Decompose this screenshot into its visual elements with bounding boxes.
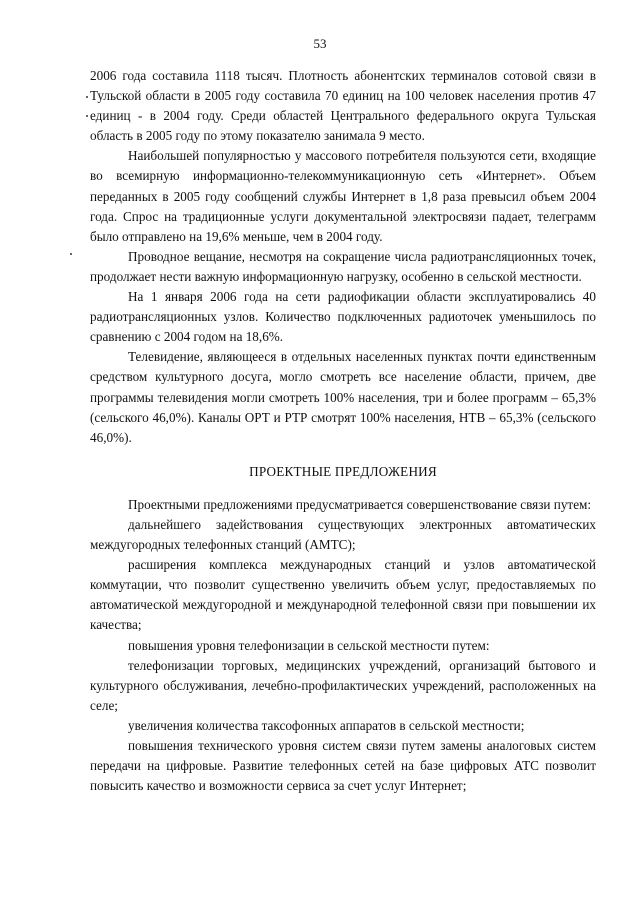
proposal-item: увеличения количества таксофонных аппаратов в сельской местности; <box>128 717 525 733</box>
paragraph-wired-broadcasting: Проводное вещание, несмотря на сокращение числа радиотрансляционных точек, продолжает нести важную информационную нагрузку, особенно в сельской местности. <box>90 248 596 284</box>
paragraph-radiofication: На 1 января 2006 года на сети радиофикации области эксплуатировались 40 радиотрансляционных узлов. Количество подключенных радиоточек уменьшилось по сравнению с 2004 годом на 18,6%. <box>90 289 596 345</box>
scan-speck <box>86 115 88 117</box>
scan-speck <box>86 96 88 98</box>
proposal-item: телефонизации торговых, медицинских учреждений, организаций бытового и культурного обслуживания, лечебно-профилактических учреждений, расположенных на селе; <box>90 657 596 713</box>
proposal-item: повышения уровня телефонизации в сельской местности путем: <box>128 637 490 653</box>
page-number: 53 <box>313 36 327 51</box>
section-heading: ПРОЕКТНЫЕ ПРЕДЛОЖЕНИЯ <box>249 463 437 479</box>
paragraph-continuation: 2006 года составила 1118 тысяч. Плотность абонентских терминалов сотовой связи в Тульской области в 2005 году составила 70 единиц на 100 человек населения против 47 единиц - в 2004 году. Среди областей Центрального федерального округа Тульская область в 2005 году по этому показателю занимала 9 место. <box>90 68 596 144</box>
paragraph-television: Телевидение, являющееся в отдельных населенных пунктах почти единственным средством культурного досуга, могло смотреть все население области, причем, две программы телевидения могли смотреть 100% населения, три и более программ – 65,3% (сельского 46,0%). Каналы ОРТ и РТР смотрят 100% населения, НТВ – 65,3% (сельского 46,0%). <box>90 349 596 445</box>
scan-speck <box>70 253 72 255</box>
document-body <box>90 66 596 796</box>
paragraph-internet: Наибольшей популярностью у массового потребителя пользуются сети, входящие во всемирную информационно-телекоммуникационную сеть «Интернет». Объем переданных в 2005 году сообщений службы Интернет в 1,8 раза превысил объем 2004 года. Спрос на традиционные услуги документальной электросвязи падает, телеграмм было отправлено на 19,6% меньше, чем в 2004 году. <box>90 148 596 244</box>
proposal-item: дальнейшего задействования существующих электронных автоматических междугородных телефонных станций (АМТС); <box>90 516 596 553</box>
proposal-intro: Проектными предложениями предусматривается совершенствование связи путем: <box>128 496 592 512</box>
proposal-item: повышения технического уровня систем связи путем замены аналоговых систем передачи на цифровые. Развитие телефонных сетей на базе цифровых АТС позволит повысить качество и возможности сервиса за счет услуг Интернет; <box>90 738 596 794</box>
proposal-item: расширения комплекса международных станций и узлов автоматической коммутации, что позволит существенно увеличить объем услуг, предоставляемых по автоматической междугородной и международной телефонной связи при повышении их качества; <box>90 557 596 633</box>
